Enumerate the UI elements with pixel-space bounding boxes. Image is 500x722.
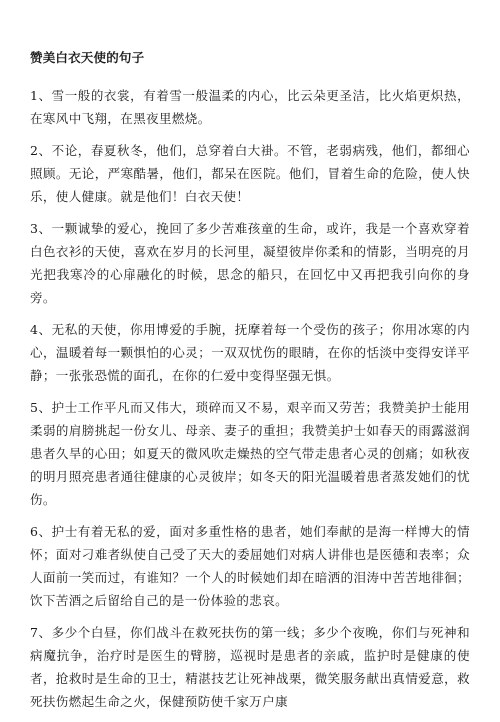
paragraph-7: 7、多少个白昼，你们战斗在救死扶伤的第一线；多少个夜晚，你们与死神和病魔抗争，治疗时是医生的臂膀，巡视时是患者的亲戚，监护时是健康的使者，抢救时是生命的卫士，精湛技艺让死神战栗，微笑服务献出真情爱意，救死扶伤燃起生命之火，保健预防使千家万户康 <box>30 625 470 709</box>
paragraph-2: 2、不论，春夏秋冬，他们，总穿着白大褂。不管，老弱病残，他们，都细心照顾。无论，严寒酷暑，他们，都呆在医院。他们，冒着生命的危险，使人快乐，使人健康。就是他们！白衣天使！ <box>30 143 470 204</box>
document-body <box>30 84 470 722</box>
document-title: 赞美白衣天使的句子 <box>30 50 145 65</box>
paragraph-5: 5、护士工作平凡而又伟大，琐碎而又不易，艰辛而又劳苦；我赞美护士能用柔弱的肩膀挑起一份女儿、母亲、妻子的重担；我赞美护士如春天的雨露滋润患者久旱的心田；如夏天的微风吹走燥热的空气带走患者心灵的创痛；如秋夜的明月照亮患者通往健康的心灵彼岸；如冬天的阳光温暖着患者蒸发她们的忧伤。 <box>30 400 470 507</box>
paragraph-3: 3、一颗诚挚的爱心，挽回了多少苦难孩童的生命，或许，我是一个喜欢穿着白色衣衫的天使，喜欢在岁月的长河里，凝望彼岸你柔和的情影，当明亮的月光把我寒冷的心扉融化的时候，思念的船只，在回忆中又再把我引向你的身旁。 <box>30 221 470 305</box>
paragraph-1: 1、雪一般的衣裳，有着雪一般温柔的内心，比云朵更圣洁，比火焰更炽热，在寒风中飞翔，在黑夜里燃烧。 <box>30 88 470 126</box>
paragraph-6: 6、护士有着无私的爱，面对多重性格的患者，她们奉献的是海一样博大的情怀；面对刁难者纵使自己受了天大的委屈她们对病人讲俳也是医德和表率；众人面前一笑而过，有谁知？一个人的时候她们却在暗洒的泪涛中苦苦地徘徊；饮下苦酒之后留给自己的是一份体验的悲哀。 <box>30 524 470 608</box>
paragraph-4: 4、无私的天使，你用博爱的手腕，抚摩着每一个受伤的孩子；你用冰寒的内心，温暖着每一颗惧怕的心灵；一双双忧伤的眼睛，在你的恬淡中变得安详平静；一张张恐慌的面孔，在你的仁爱中变得坚强无惧。 <box>30 322 470 383</box>
